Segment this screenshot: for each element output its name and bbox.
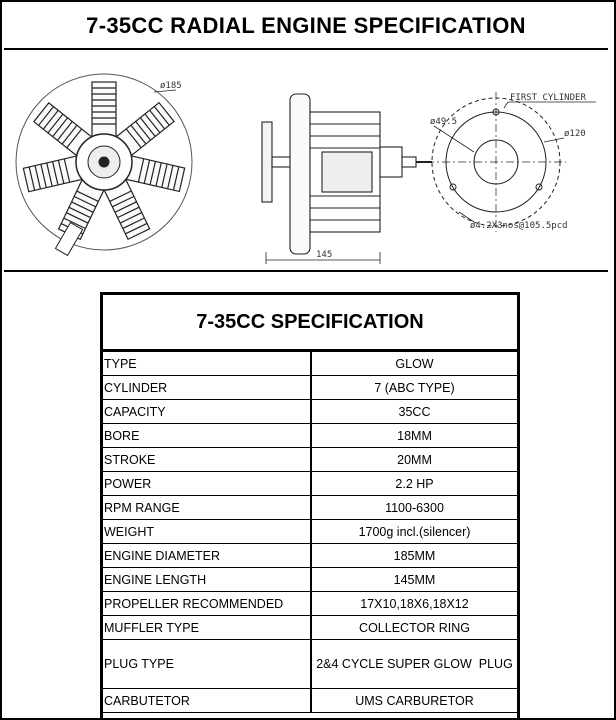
spec-value: 35CC bbox=[311, 400, 517, 424]
spec-label: POWER bbox=[103, 472, 311, 496]
table-row bbox=[103, 400, 517, 424]
spec-value: 1700g incl.(silencer) bbox=[311, 520, 517, 544]
spec-label: PROPELLER RECOMMENDED bbox=[103, 592, 311, 616]
spec-value: 2.2 HP bbox=[311, 472, 517, 496]
table-row bbox=[103, 616, 517, 640]
table-row bbox=[103, 640, 517, 689]
spec-value: 17X10,18X6,18X12 bbox=[311, 592, 517, 616]
first-cylinder-label: FIRST CYLINDER bbox=[510, 93, 586, 103]
bolt-pattern-label: ø4.2X3nos@105.5pcd bbox=[470, 221, 568, 231]
spec-value: 1100-6300 bbox=[311, 496, 517, 520]
spec-value: 185MM bbox=[311, 544, 517, 568]
engine-side-view bbox=[262, 94, 432, 264]
spec-value: 145MM bbox=[311, 568, 517, 592]
spec-label: PLUG TYPE bbox=[103, 640, 311, 689]
spec-label: TYPE bbox=[103, 352, 311, 376]
table-row bbox=[103, 496, 517, 520]
page-title: 7-35CC RADIAL ENGINE SPECIFICATION bbox=[4, 4, 608, 50]
spec-value: 20MM bbox=[311, 448, 517, 472]
spec-value: UMS CARBURETOR bbox=[311, 689, 517, 713]
specification-table-box bbox=[100, 292, 520, 719]
spec-label: STROKE bbox=[103, 448, 311, 472]
engine-front-view bbox=[16, 74, 192, 255]
table-row bbox=[103, 544, 517, 568]
table-row bbox=[103, 424, 517, 448]
table-row bbox=[103, 689, 517, 713]
table-row bbox=[103, 352, 517, 376]
spec-label: BORE bbox=[103, 424, 311, 448]
table-row bbox=[103, 448, 517, 472]
table-row bbox=[103, 376, 517, 400]
specification-table bbox=[103, 352, 517, 713]
spec-label: CYLINDER bbox=[103, 376, 311, 400]
spec-title: 7-35CC SPECIFICATION bbox=[103, 295, 517, 352]
spec-value: GLOW bbox=[311, 352, 517, 376]
spec-label: ENGINE LENGTH bbox=[103, 568, 311, 592]
spec-value: COLLECTOR RING bbox=[311, 616, 517, 640]
table-row bbox=[103, 568, 517, 592]
spec-label: CARBUTETOR bbox=[103, 689, 311, 713]
spec-label: RPM RANGE bbox=[103, 496, 311, 520]
engine-technical-drawing bbox=[4, 52, 608, 272]
spec-value: 7 (ABC TYPE) bbox=[311, 376, 517, 400]
front-diameter-label: ø185 bbox=[160, 81, 182, 91]
spec-label: MUFFLER TYPE bbox=[103, 616, 311, 640]
table-row bbox=[103, 520, 517, 544]
outer-diameter-label: ø120 bbox=[564, 129, 586, 139]
inner-diameter-label: ø49.5 bbox=[430, 117, 458, 127]
length-label: 145 bbox=[316, 250, 333, 260]
spec-value: 18MM bbox=[311, 424, 517, 448]
table-row bbox=[103, 472, 517, 496]
table-row bbox=[103, 592, 517, 616]
spec-label: CAPACITY bbox=[103, 400, 311, 424]
mount-pattern-view bbox=[426, 92, 596, 232]
spec-label: WEIGHT bbox=[103, 520, 311, 544]
spec-value: 2&4 CYCLE SUPER GLOW PLUG bbox=[311, 640, 517, 689]
spec-label: ENGINE DIAMETER bbox=[103, 544, 311, 568]
